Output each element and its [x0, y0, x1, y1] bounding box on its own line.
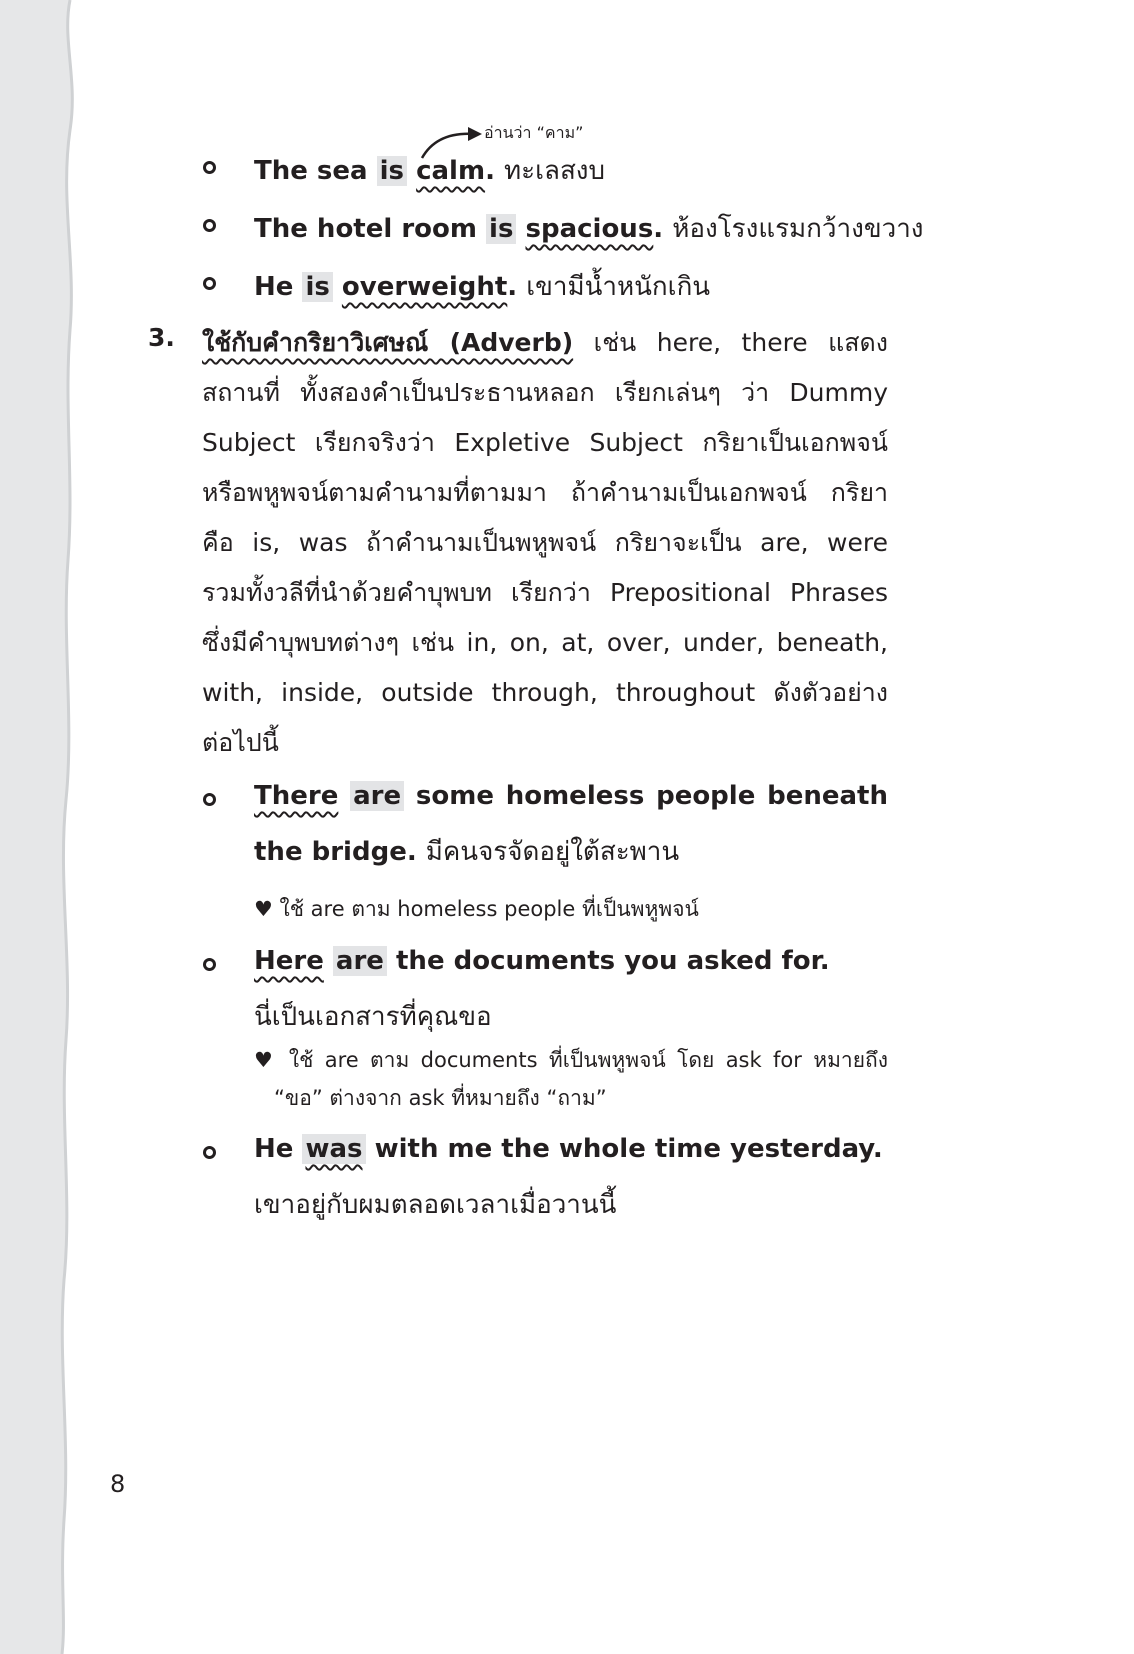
adjective-underline: spacious	[525, 214, 654, 244]
example-sentence: The hotel room is spacious. ห้องโรงแรมกว้างขวาง	[254, 214, 924, 244]
verb-highlight: are	[350, 781, 404, 811]
bullet-icon	[203, 958, 216, 971]
section-line: คือ is, was ถ้าคำนามเป็นพหูพจน์ กริยาจะเป็น are, were	[202, 528, 888, 557]
verb-highlight: is	[486, 214, 516, 244]
section-line: สถานที่ ทั้งสองคำเป็นประธานหลอก เรียกเล่นๆ ว่า Dummy	[202, 378, 888, 407]
bullet-icon	[203, 793, 216, 806]
thai-translation: นี่เป็นเอกสารที่คุณขอ	[254, 1002, 492, 1032]
subject-underline: There	[254, 781, 339, 811]
pronunciation-note: อ่านว่า “คาม”	[484, 123, 584, 142]
section-number: 3.	[148, 323, 175, 352]
example-sentence: He was with me the whole time yesterday.	[254, 1134, 883, 1164]
bullet-icon	[203, 277, 216, 290]
usage-note: ♥ ใช้ are ตาม documents ที่เป็นพหูพจน์ โดย ask for หมายถึง	[254, 1048, 888, 1072]
adjective-underline: overweight	[341, 272, 508, 302]
section-first-line: ใช้กับคำกริยาวิเศษณ์ (Adverb) เช่น here, there แสดง	[202, 328, 888, 357]
thai-translation: เขาอยู่กับผมตลอดเวลาเมื่อวานนี้	[254, 1190, 617, 1220]
example-sentence-continued: the bridge. มีคนจรจัดอยู่ใต้สะพาน	[254, 837, 680, 867]
section-line: Subject เรียกจริงว่า Expletive Subject กริยาเป็นเอกพจน์	[202, 428, 888, 457]
section-line: ซึ่งมีคำบุพบทต่างๆ เช่น in, on, at, over, under, beneath,	[202, 628, 888, 657]
thai-translation: เขามีน้ำหนักเกิน	[526, 272, 711, 302]
section-heading: ใช้กับคำกริยาวิเศษณ์ (Adverb)	[202, 328, 574, 357]
bullet-icon	[203, 161, 216, 174]
thai-translation: มีคนจรจัดอยู่ใต้สะพาน	[425, 837, 680, 867]
bullet-icon	[203, 219, 216, 232]
verb-highlight: are	[333, 946, 387, 976]
section-line: ต่อไปนี้	[202, 728, 279, 757]
usage-note: ♥ ใช้ are ตาม homeless people ที่เป็นพหูพจน์	[254, 897, 699, 921]
section-line: หรือพหูพจน์ตามคำนามที่ตามมา ถ้าคำนามเป็นเอกพจน์ กริยา	[202, 478, 888, 507]
adjective-underline: calm	[416, 156, 486, 186]
verb-highlight: is	[377, 156, 407, 186]
verb-highlight: was	[302, 1134, 365, 1164]
section-line: รวมทั้งวลีที่นำด้วยคำบุพบท เรียกว่า Prepositional Phrases	[202, 578, 888, 607]
example-sentence: He is overweight. เขามีน้ำหนักเกิน	[254, 272, 711, 302]
verb-highlight: is	[302, 272, 332, 302]
example-sentence: There are some homeless people beneath	[254, 781, 888, 811]
page-number: 8	[110, 1470, 126, 1498]
thai-translation: ทะเลสงบ	[504, 156, 606, 186]
bullet-icon	[203, 1146, 216, 1159]
example-sentence: The sea is calm. ทะเลสงบ	[254, 156, 606, 186]
usage-note-continued: “ขอ” ต่างจาก ask ที่หมายถึง “ถาม”	[274, 1086, 607, 1110]
section-line: with, inside, outside through, throughout ดังตัวอย่าง	[202, 678, 888, 707]
subject-underline: Here	[254, 946, 324, 976]
thai-translation: ห้องโรงแรมกว้างขวาง	[672, 214, 924, 244]
example-sentence: Here are the documents you asked for.	[254, 946, 830, 976]
